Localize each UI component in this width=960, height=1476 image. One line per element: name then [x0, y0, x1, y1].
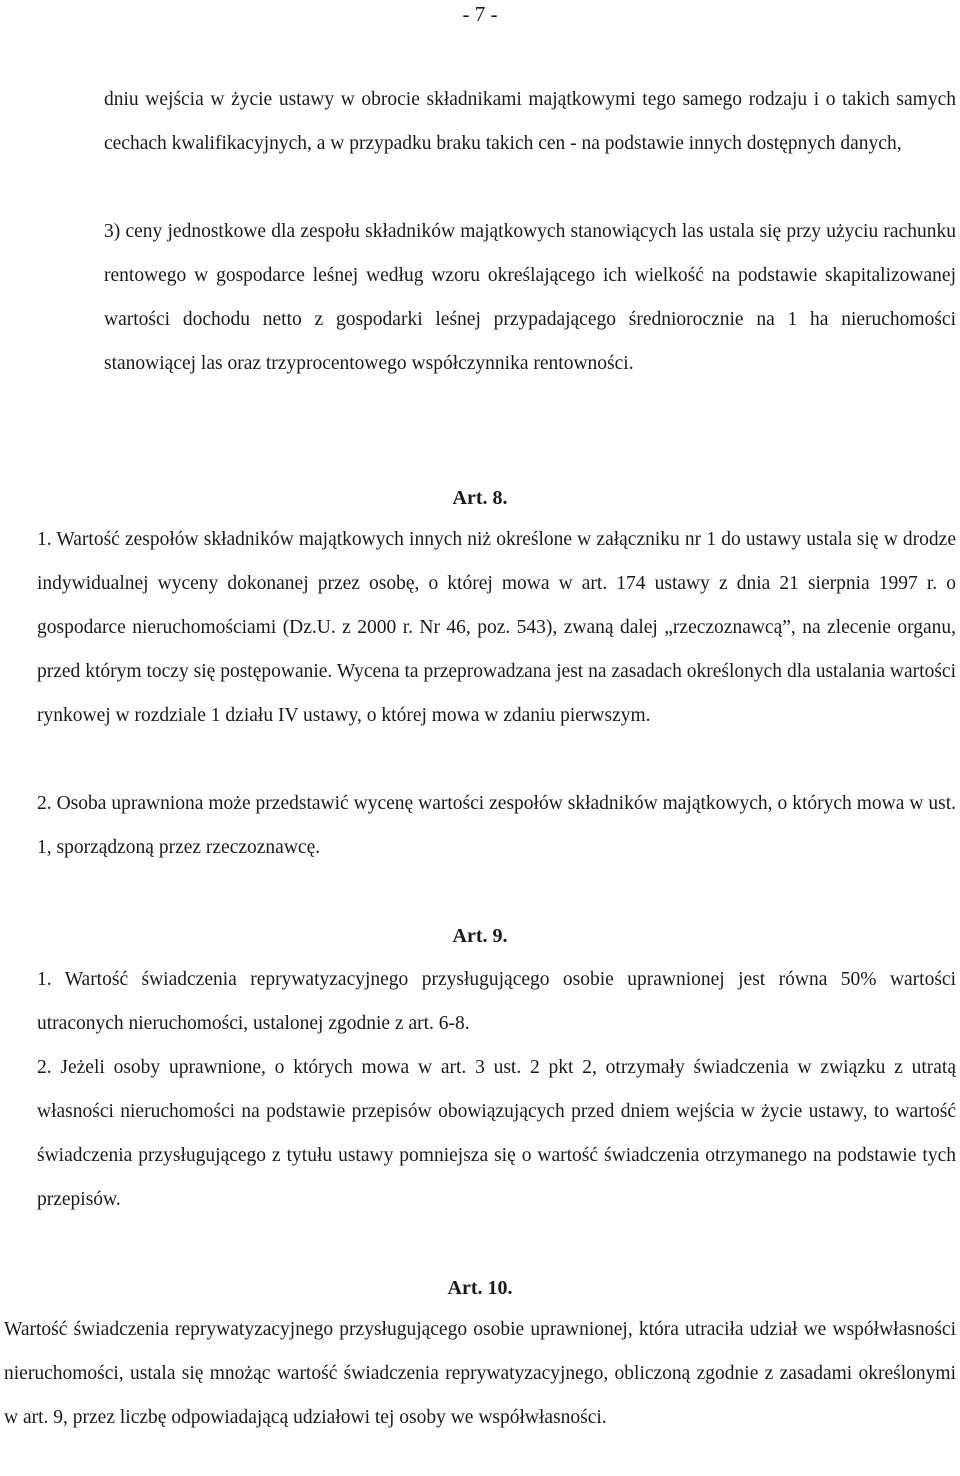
- continuation-paragraph: dniu wejścia w życie ustawy w obrocie składnikami majątkowymi tego samego rodzaju i o takich samych cechach kwalifikacyjnych, a w przypadku braku takich cen - na podstawie innych dostępnych danych,: [104, 89, 956, 154]
- page-number: - 7 -: [462, 2, 498, 26]
- art-8-paragraph-1: 1. Wartość zespołów składników majątkowych innych niż określone w załączniku nr 1 do ustawy ustala się w drodze indywidualnej wyceny dokonanej przez osobę, o której mowa w art. 174 ustawy z dnia 21 sierpnia 1997 r. o gospodarce nieruchomościami (Dz.U. z 2000 r. Nr 46, poz. 543), zwaną dalej „rzeczoznawcą”, na zlecenie organu, przed którym toczy się postępowanie. Wycena ta przeprowadzana jest na zasadach określonych dla ustalania wartości rynkowej w rozdziale 1 działu IV ustawy, o której mowa w zdaniu pierwszym.: [37, 529, 956, 726]
- art-9-paragraph-1: 1. Wartość świadczenia reprywatyzacyjnego przysługującego osobie uprawnionej jest równa 50% wartości utraconych nieruchomości, ustalonej zgodnie z art. 6-8.: [37, 969, 956, 1034]
- art-9-paragraph-2: 2. Jeżeli osoby uprawnione, o których mowa w art. 3 ust. 2 pkt 2, otrzymały świadczenia w związku z utratą własności nieruchomości na podstawie przepisów obowiązujących przed dniem wejścia w życie ustawy, to wartość świadczenia przysługującego z tytułu ustawy pomniejsza się o wartość świadczenia otrzymanego na podstawie tych przepisów.: [37, 1057, 956, 1210]
- art-9-heading: Art. 9.: [452, 925, 508, 947]
- art-10-heading: Art. 10.: [447, 1277, 513, 1299]
- art-8-heading: Art. 8.: [452, 487, 508, 509]
- art-10-paragraph: Wartość świadczenia reprywatyzacyjnego przysługującego osobie uprawnionej, która utraciła udział we współwłasności nieruchomości, ustala się mnożąc wartość świadczenia reprywatyzacyjnego, obliczoną zgodnie z zasadami określonymi w art. 9, przez liczbę odpowiadającą udziałowi tej osoby we współwłasności.: [4, 1319, 956, 1428]
- art-8-paragraph-2: 2. Osoba uprawniona może przedstawić wycenę wartości zespołów składników majątkowych, o których mowa w ust. 1, sporządzoną przez rzeczoznawcę.: [37, 793, 956, 858]
- item-3-paragraph: 3) ceny jednostkowe dla zespołu składników majątkowych stanowiących las ustala się przy użyciu rachunku rentowego w gospodarce leśnej według wzoru określającego ich wielkość na podstawie skapitalizowanej wartości dochodu netto z gospodarki leśnej przypadającego średniorocznie na 1 ha nieruchomości stanowiącej las oraz trzyprocentowego współczynnika rentowności.: [104, 221, 956, 374]
